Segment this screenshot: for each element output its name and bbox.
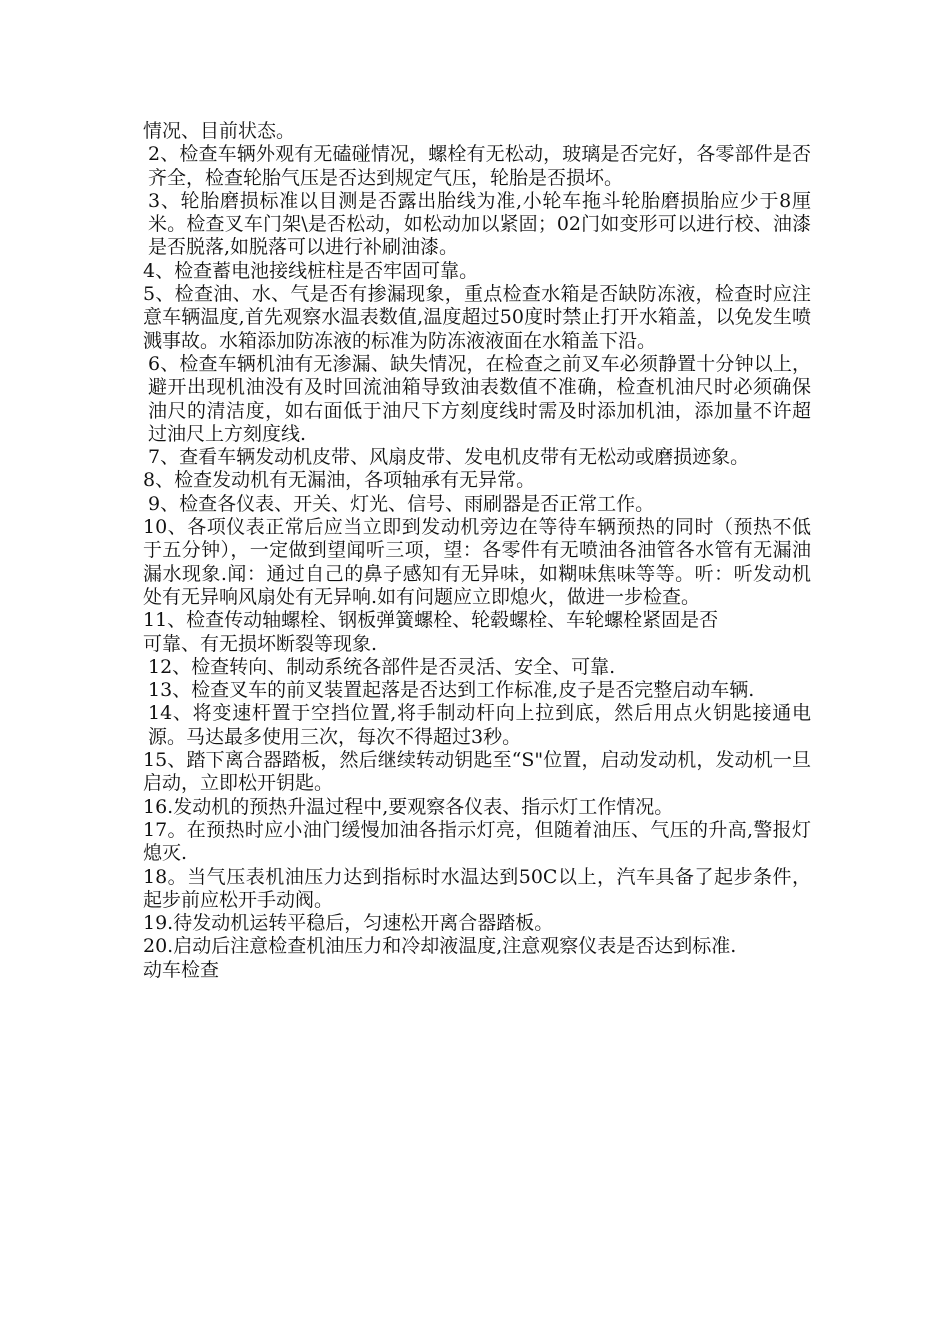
paragraph-3: 4、检查蓄电池接线桩柱是否牢固可靠。 [143, 259, 479, 282]
paragraph-5: 6、检查车辆机油有无渗漏、缺失情况，在检查之前叉车必须静置十分钟以上，避开出现机油没有及时回流油箱导致油表数值不准确，检查机油尺时必须确保油尺的清洁度，如右面低于油尺下方刻度线时需及时添加机油，添加量不许超过油尺上方刻度线. [148, 352, 811, 445]
paragraph-6: 7、查看车辆发动机皮带、风扇皮带、发电机皮带有无松动或磨损迹象。 [148, 446, 750, 469]
paragraph-14: 14、将变速杆置于空挡位置,将手制动杆向上拉到底，然后用点火钥匙接通电源。马达最多使用三次，每次不得超过3秒。 [148, 702, 811, 748]
paragraph-11: 可靠、有无损坏断裂等现象. [143, 632, 378, 655]
paragraph-0: 情况、目前状态。 [143, 120, 296, 142]
paragraph-4: 5、检查油、水、气是否有掺漏现象，重点检查水箱是否缺防冻液，检查时应注意车辆温度,首先观察水温表数值,温度超过50度时禁止打开水箱盖，以免发生喷溅事故。水箱添加防冻液的标准为防冻液液面在水箱盖下沿。 [143, 283, 811, 352]
document-body [143, 120, 811, 982]
paragraph-18: 18。当气压表机油压力达到指标时水温达到50C以上，汽车具备了起步条件，起步前应松开手动阀。 [143, 865, 811, 911]
paragraph-17: 17。在预热时应小油门缓慢加油各指示灯亮，但随着油压、气压的升高,警报灯熄灭. [143, 818, 811, 865]
section-heading-moving-check: 动车检查 [143, 958, 220, 981]
paragraph-12: 12、检查转向、制动系统各部件是否灵活、安全、可靠. [148, 655, 616, 678]
paragraph-20: 20.启动后注意检查机油压力和冷却液温度,注意观察仪表是否达到标准. [143, 935, 737, 958]
paragraph-16: 16.发动机的预热升温过程中,要观察各仪表、指示灯工作情况。 [143, 795, 674, 818]
paragraph-19: 19.待发动机运转平稳后，匀速松开离合器踏板。 [143, 912, 554, 935]
paragraph-2: 3、轮胎磨损标准以目测是否露出胎线为准,小轮车拖斗轮胎磨损胎应少于8厘米。检查叉车门架\是否松动，如松动加以紧固；02门如变形可以进行校、油漆是否脱落,如脱落可以进行补刷油漆。 [148, 189, 811, 259]
paragraph-10: 11、检查传动轴螺栓、钢板弹簧螺栓、轮毂螺栓、车轮螺栓紧固是否 [143, 609, 719, 632]
paragraph-13: 13、检查叉车的前叉装置起落是否达到工作标准,皮子是否完整启动车辆. [148, 679, 755, 702]
paragraph-8: 9、检查各仪表、开关、灯光、信号、雨刷器是否正常工作。 [148, 492, 655, 515]
paragraph-9: 10、各项仪表正常后应当立即到发动机旁边在等待车辆预热的同时（预热不低于五分钟），一定做到望闻听三项，望：各零件有无喷油各油管各水管有无漏油漏水现象.闻：通过自己的鼻子感知有无异味，如糊味焦味等等。听：听发动机处有无异响风扇处有无异响.如有问题应立即熄火，做进一步检查。 [143, 516, 811, 608]
paragraph-15: 15、踏下离合器踏板，然后继续转动钥匙至“S"位置，启动发动机，发动机一旦启动，立即松开钥匙。 [143, 749, 811, 795]
paragraph-1: 2、检查车辆外观有无磕碰情况，螺栓有无松动，玻璃是否完好，各零部件是否齐全，检查轮胎气压是否达到规定气压，轮胎是否损坏。 [148, 143, 811, 189]
paragraph-7: 8、检查发动机有无漏油，各项轴承有无异常。 [143, 469, 536, 492]
